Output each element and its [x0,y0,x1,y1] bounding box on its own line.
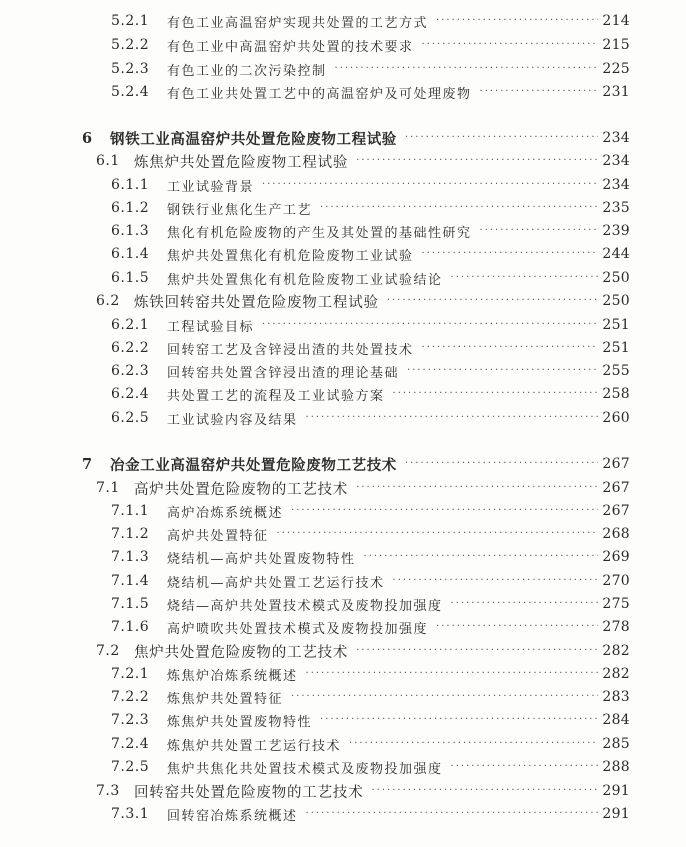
toc-entry-5-2-1[interactable] [111,10,630,32]
toc-entry-5-2-2[interactable] [111,34,630,56]
dot-leader [291,500,598,522]
dot-leader [291,686,598,708]
dot-leader [364,546,599,568]
toc-entry-number: 6.1.3 [111,223,150,239]
toc-entry-7-1-1[interactable] [111,500,630,522]
toc-entry-6-1-5[interactable] [111,267,630,289]
toc-entry-title: 炼焦炉共处置工艺运行技术 [167,738,342,754]
toc-entry-page-number: 269 [602,549,630,565]
toc-entry-number: 7.3 [96,783,120,799]
toc-entry-number: 7.1.4 [111,573,150,589]
toc-entry-number: 6.2 [96,293,120,309]
toc-entry-page-number: 291 [602,783,630,799]
toc-entry-5-2-4[interactable] [111,81,630,103]
toc-entry-title: 钢铁行业焦化生产工艺 [167,202,313,218]
toc-entry-number: 6.1 [96,153,120,169]
dot-leader [320,197,598,219]
toc-entry-page-number: 267 [602,480,630,496]
toc-entry-number: 6.1.4 [111,246,150,262]
toc-entry-title: 工程试验目标 [167,319,255,335]
toc-entry-title: 焦炉共处置焦化有机危险废物工业试验结论 [167,272,443,288]
toc-entry-7[interactable] [82,453,630,475]
toc-entry-page-number: 244 [602,246,630,262]
toc-entry-page-number: 234 [602,177,630,193]
toc-entry-title: 有色工业高温窑炉实现共处置的工艺方式 [167,15,429,31]
toc-entry-title: 焦化有机危险废物的产生及其处置的基础性研究 [167,225,472,241]
toc-entry-title: 回转窑冶炼系统概述 [167,808,298,824]
toc-entry-title: 高炉喷吹共处置技术模式及废物投加强度 [167,621,429,637]
toc-entry-page-number: 283 [602,689,630,705]
toc-entry-7-1-5[interactable] [111,593,630,615]
toc-entry-title: 炼铁回转窑共处置危险废物工程试验 [134,294,379,311]
toc-entry-6-2[interactable] [96,290,630,312]
toc-entry-number: 5.2.3 [111,61,150,77]
toc-entry-number: 7.2.4 [111,736,150,752]
toc-entry-title: 有色工业共处置工艺中的高温窑炉及可处理废物 [167,86,472,102]
toc-entry-title: 工业试验内容及结果 [167,412,298,428]
dot-leader [372,780,599,802]
toc-entry-number: 6.1.1 [111,177,150,193]
toc-entry-page-number: 214 [602,13,630,29]
dot-leader [393,383,599,405]
toc-entry-number: 6.2.2 [111,340,150,356]
toc-entry-number: 5.2.2 [111,37,150,53]
toc-entry-7-1-2[interactable] [111,523,630,545]
dot-leader [349,733,598,755]
toc-entry-page-number: 267 [602,456,630,472]
toc-entry-number: 7.1 [96,480,120,496]
toc-entry-page-number: 282 [602,666,630,682]
toc-entry-page-number: 268 [602,526,630,542]
toc-entry-title: 回转窑共处置危险废物的工艺技术 [134,784,364,801]
toc-entry-number: 6.2.4 [111,386,150,402]
dot-leader [262,174,598,196]
toc-entry-7-2[interactable] [96,640,630,662]
toc-entry-number: 5.2.4 [111,84,150,100]
toc-entry-number: 7.1.6 [111,619,150,635]
toc-entry-6-2-1[interactable] [111,314,630,336]
toc-entry-title: 烧结机—高炉共处置工艺运行技术 [167,575,385,591]
toc-entry-5-2-3[interactable] [111,58,630,80]
dot-leader [306,663,599,685]
dot-leader [436,616,598,638]
toc-entry-page-number: 251 [602,317,630,333]
toc-entry-6-1-4[interactable] [111,243,630,265]
toc-entry-page-number: 215 [602,37,630,53]
toc-entry-title: 焦炉共处置危险废物的工艺技术 [134,644,349,661]
dot-leader [436,10,598,32]
toc-entry-7-3-1[interactable] [111,803,630,825]
toc-entry-title: 高炉共处置特征 [167,528,269,544]
toc-entry-number: 6.1.2 [111,200,150,216]
toc-entry-title: 冶金工业高温窑炉共处置危险废物工艺技术 [110,456,397,474]
toc-entry-title: 钢铁工业高温窑炉共处置危险废物工程试验 [110,130,397,148]
toc-entry-page-number: 270 [602,573,630,589]
toc-entry-number: 7.3.1 [111,806,150,822]
toc-entry-7-1-4[interactable] [111,570,630,592]
toc-entry-7-1-6[interactable] [111,616,630,638]
dot-leader [422,337,599,359]
toc-entry-number: 6.2.1 [111,317,150,333]
toc-entry-number: 7.1.3 [111,549,150,565]
toc-entry-6-1-1[interactable] [111,174,630,196]
toc-entry-title: 共处置工艺的流程及工业试验方案 [167,388,385,404]
toc-entry-number: 7.2.3 [111,712,150,728]
toc-entry-number: 5.2.1 [111,13,150,29]
toc-entry-page-number: 231 [602,84,630,100]
toc-entry-page-number: 267 [602,503,630,519]
toc-entry-page-number: 291 [602,806,630,822]
toc-entry-number: 7.2.2 [111,689,150,705]
toc-entry-number: 7.1.2 [111,526,150,542]
dot-leader [387,290,599,312]
toc-entry-page-number: 255 [602,363,630,379]
dot-leader [356,477,598,499]
toc-entry-title: 焦炉共处置焦化有机危险废物工业试验 [167,248,414,264]
toc-entry-7-3[interactable] [96,780,630,802]
toc-entry-6-2-2[interactable] [111,337,630,359]
dot-leader [320,709,598,731]
toc-entry-title: 回转窑共处置含锌浸出渣的理论基础 [167,365,400,381]
toc-entry-title: 高炉共处置危险废物的工艺技术 [134,481,349,498]
toc-entry-number: 7.1.1 [111,503,150,519]
toc-entry-6[interactable] [82,127,630,149]
toc-entry-number: 7.2 [96,643,120,659]
toc-entry-page-number: 275 [602,596,630,612]
toc-entry-page-number: 234 [602,130,630,146]
toc-entry-title: 烧结—高炉共处置技术模式及废物投加强度 [167,598,443,614]
dot-leader [306,803,599,825]
dot-leader [422,34,599,56]
toc-entry-title: 工业试验背景 [167,179,255,195]
toc-entry-title: 焦炉共焦化共处置技术模式及废物投加强度 [167,761,443,777]
dot-leader [393,570,599,592]
dot-leader [480,81,599,103]
toc-entry-title: 有色工业中高温窑炉共处置的技术要求 [167,39,414,55]
toc-entry-number: 6.2.5 [111,410,150,426]
toc-entry-title: 炼焦炉共处置废物特性 [167,714,313,730]
dot-leader [356,150,598,172]
toc-entry-page-number: 260 [602,410,630,426]
toc-entry-page-number: 225 [602,61,630,77]
toc-entry-number: 6 [82,129,93,147]
toc-entry-number: 7.1.5 [111,596,150,612]
toc-entry-6-2-5[interactable] [111,407,630,429]
toc-entry-title: 烧结机—高炉共处置废物特性 [167,551,356,567]
toc-entry-6-1-3[interactable] [111,220,630,242]
dot-leader [306,407,599,429]
toc-entry-number: 6.1.5 [111,270,150,286]
dot-leader [335,58,599,80]
dot-leader [422,243,599,265]
toc-entry-title: 炼焦炉共处置特征 [167,691,284,707]
toc-entry-number: 7.2.5 [111,759,150,775]
toc-entry-title: 回转窑工艺及含锌浸出渣的共处置技术 [167,342,414,358]
toc-entry-title: 有色工业的二次污染控制 [167,63,327,79]
toc-entry-page-number: 251 [602,340,630,356]
dot-leader [451,593,599,615]
toc-entry-6-2-4[interactable] [111,383,630,405]
toc-entry-7-2-5[interactable] [111,756,630,778]
toc-entry-page-number: 239 [602,223,630,239]
toc-entry-page-number: 250 [602,270,630,286]
toc-entry-title: 炼焦炉冶炼系统概述 [167,668,298,684]
toc-entry-6-1[interactable] [96,150,630,172]
toc-entry-number: 7.2.1 [111,666,150,682]
toc-entry-page-number: 284 [602,712,630,728]
toc-entry-number: 7 [82,455,93,473]
dot-leader [356,640,598,662]
toc-entry-title: 炼焦炉共处置危险废物工程试验 [134,154,349,171]
toc-entry-page-number: 288 [602,759,630,775]
dot-leader [451,756,599,778]
toc-entry-page-number: 234 [602,153,630,169]
dot-leader [405,453,598,475]
dot-leader [407,360,598,382]
toc-entry-page-number: 235 [602,200,630,216]
toc-entry-6-1-2[interactable] [111,197,630,219]
toc-entry-6-2-3[interactable] [111,360,630,382]
toc-entry-page-number: 258 [602,386,630,402]
dot-leader [262,314,598,336]
toc-entry-7-2-1[interactable] [111,663,630,685]
toc-entry-7-1[interactable] [96,477,630,499]
toc-entry-number: 6.2.3 [111,363,150,379]
page-bottom-edge [0,838,686,847]
dot-leader [451,267,599,289]
toc-entry-page-number: 278 [602,619,630,635]
toc-entry-7-2-3[interactable] [111,709,630,731]
dot-leader [480,220,599,242]
toc-entry-title: 高炉冶炼系统概述 [167,505,284,521]
toc-entry-7-1-3[interactable] [111,546,630,568]
toc-entry-7-2-2[interactable] [111,686,630,708]
dot-leader [277,523,599,545]
toc-entry-page-number: 250 [602,293,630,309]
toc-entry-page-number: 285 [602,736,630,752]
toc-entry-page-number: 282 [602,643,630,659]
dot-leader [405,127,598,149]
toc-entry-7-2-4[interactable] [111,733,630,755]
